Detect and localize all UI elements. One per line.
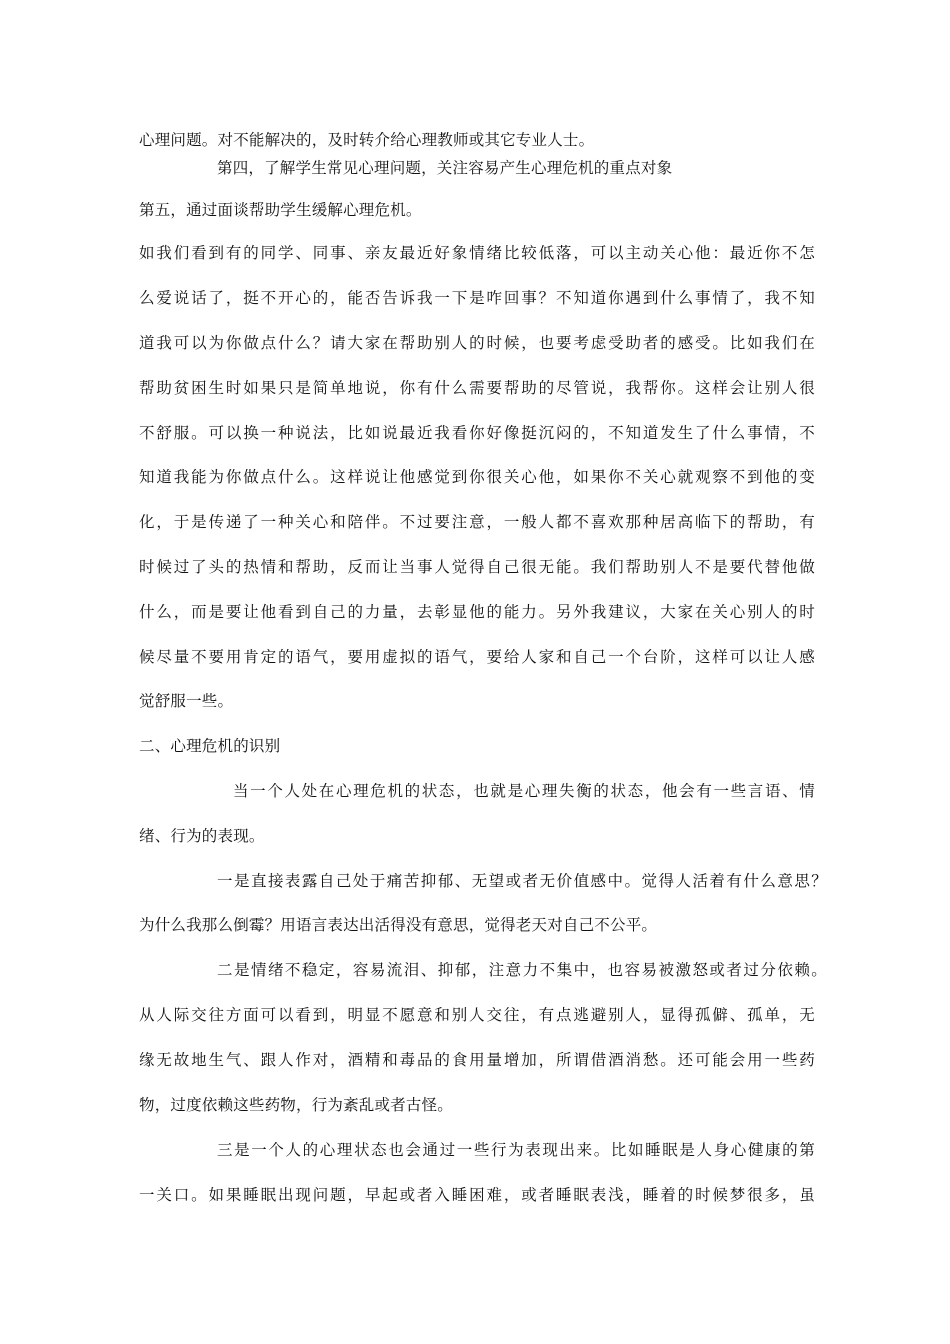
section-heading: 二、心理危机的识别 [139,737,281,755]
text-line-6: 道我可以为你做点什么？请大家在帮助别人的时候，也要考虑受助者的感受。比如我们在 [139,334,815,352]
text-line-19: 为什么我那么倒霉？用语言表达出活得没有意思，觉得老天对自己不公平。 [139,916,658,934]
text-line-4: 如我们看到有的同学、同事、亲友最近好象情绪比较低落，可以主动关心他：最近你不怎 [139,244,815,262]
text-line-7: 帮助贫困生时如果只是简单地说，你有什么需要帮助的尽管说，我帮你。这样会让别人很 [139,379,815,397]
text-line-1: 心理问题。对不能解决的，及时转介给心理教师或其它专业人士。 [139,131,595,149]
text-line-20: 二是情绪不稳定，容易流泪、抑郁，注意力不集中，也容易被激怒或者过分依赖。 [217,961,827,979]
text-line-24: 三是一个人的心理状态也会通过一些行为表现出来。比如睡眠是人身心健康的第 [217,1141,815,1159]
text-line-18: 一是直接表露自己处于痛苦抑郁、无望或者无价值感中。觉得人活着有什么意思？ [217,872,827,890]
text-line-22: 缘无故地生气、跟人作对，酒精和毒品的食用量增加，所谓借酒消愁。还可能会用一些药 [139,1051,815,1069]
text-line-12: 什么，而是要让他看到自己的力量，去彰显他的能力。另外我建议，大家在关心别人的时 [139,603,815,621]
text-line-13: 候尽量不要用肯定的语气，要用虚拟的语气，要给人家和自己一个台阶，这样可以让人感 [139,648,815,666]
text-line-11: 时候过了头的热情和帮助，反而让当事人觉得自己很无能。我们帮助别人不是要代替他做 [139,558,815,576]
text-line-16: 当一个人处在心理危机的状态，也就是心理失衡的状态，他会有一些言语、情 [233,782,815,800]
text-line-8: 不舒服。可以换一种说法，比如说最近我看你好像挺沉闷的，不知道发生了什么事情，不 [139,424,815,442]
text-line-21: 从人际交往方面可以看到，明显不愿意和别人交往，有点逃避别人，显得孤僻、孤单，无 [139,1006,815,1024]
text-line-10: 化，于是传递了一种关心和陪伴。不过要注意，一般人都不喜欢那种居高临下的帮助，有 [139,513,815,531]
text-line-3: 第五，通过面谈帮助学生缓解心理危机。 [139,201,422,219]
text-line-23: 物，过度依赖这些药物，行为紊乱或者古怪。 [139,1096,454,1114]
text-line-25: 一关口。如果睡眠出现问题，早起或者入睡困难，或者睡眠表浅，睡着的时候梦很多，虽 [139,1186,815,1204]
text-line-2: 第四，了解学生常见心理问题，关注容易产生心理危机的重点对象 [217,159,673,177]
text-line-17: 绪、行为的表现。 [139,827,265,845]
text-line-5: 么爱说话了，挺不开心的，能否告诉我一下是咋回事？不知道你遇到什么事情了，我不知 [139,289,815,307]
text-line-14: 觉舒服一些。 [139,692,234,710]
text-line-9: 知道我能为你做点什么。这样说让他感觉到你很关心他，如果你不关心就观察不到他的变 [139,468,815,486]
